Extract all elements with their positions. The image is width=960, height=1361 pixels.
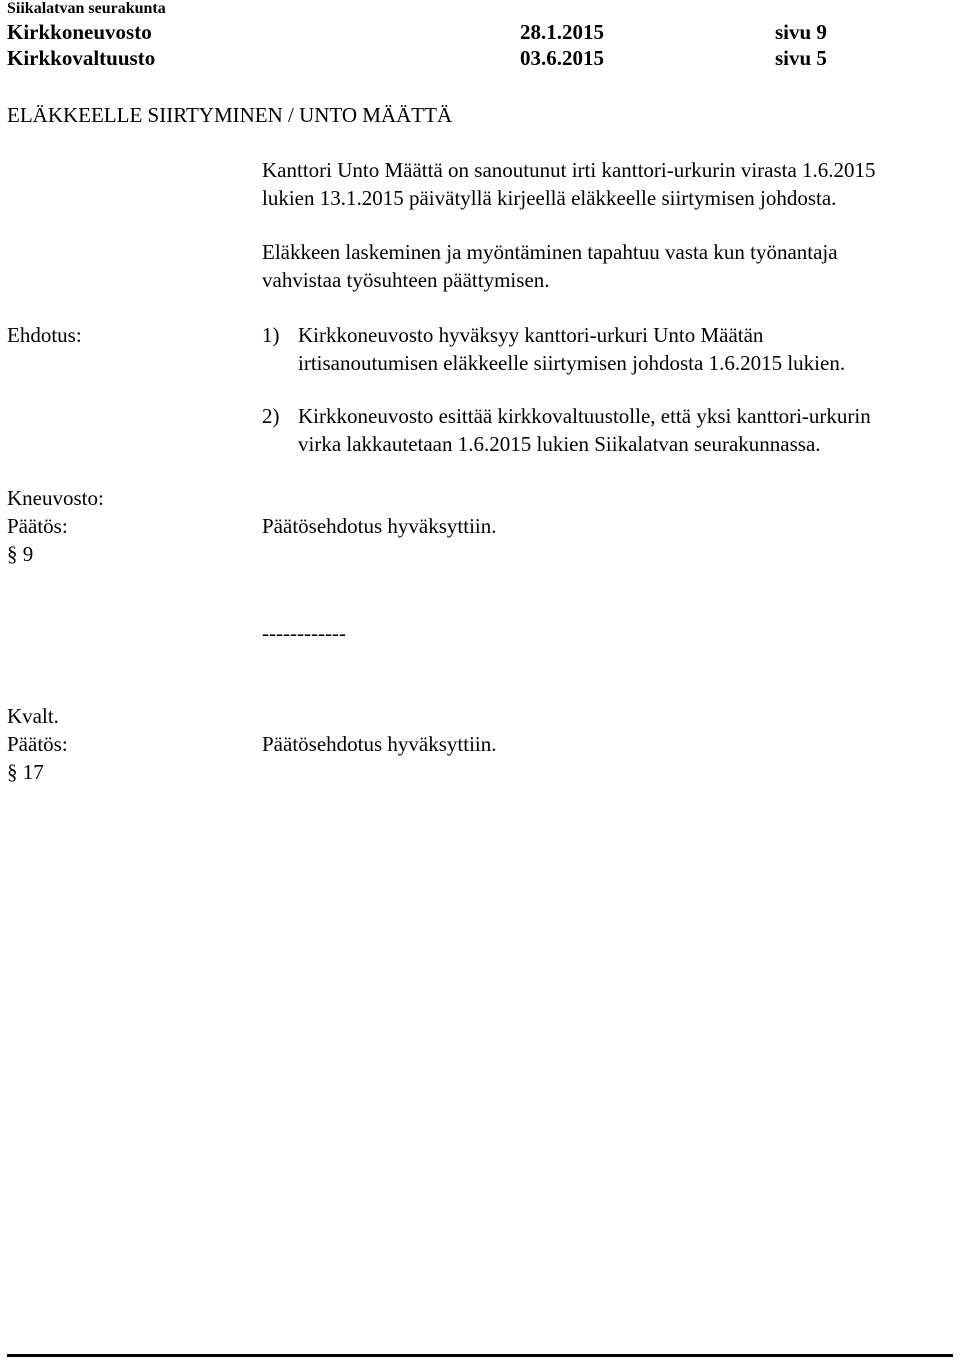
kv-decision-label: Päätös: bbox=[7, 732, 68, 756]
kn-body-label: Kneuvosto: bbox=[7, 486, 104, 510]
header-page-2: sivu 5 bbox=[775, 46, 827, 70]
header-page-1: sivu 9 bbox=[775, 20, 827, 44]
header-body-2: Kirkkovaltuusto bbox=[7, 46, 156, 70]
kv-decision-text: Päätösehdotus hyväksyttiin. bbox=[262, 732, 497, 756]
proposal-item-2-line1: Kirkkoneuvosto esittää kirkkovaltuustolle, että yksi kanttori-urkurin bbox=[298, 404, 871, 428]
section-title: ELÄKKEELLE SIIRTYMINEN / UNTO MÄÄTTÄ bbox=[7, 103, 453, 127]
intro-p2-line2: vahvistaa työsuhteen päättymisen. bbox=[262, 268, 550, 292]
footer-rule bbox=[7, 1354, 953, 1357]
kn-section-number: § 9 bbox=[7, 542, 34, 566]
proposal-item-1-number: 1) bbox=[262, 323, 280, 347]
proposal-label: Ehdotus: bbox=[7, 323, 82, 347]
intro-p1-line1: Kanttori Unto Määttä on sanoutunut irti kanttori-urkurin virasta 1.6.2015 bbox=[262, 158, 876, 182]
intro-p2-line1: Eläkkeen laskeminen ja myöntäminen tapahtuu vasta kun työnantaja bbox=[262, 240, 838, 264]
proposal-item-2-line2: virka lakkautetaan 1.6.2015 lukien Siikalatvan seurakunnassa. bbox=[298, 432, 821, 456]
kn-decision-label: Päätös: bbox=[7, 514, 68, 538]
kv-section-number: § 17 bbox=[7, 760, 44, 784]
separator: ------------ bbox=[262, 621, 346, 645]
organization-name: Siikalatvan seurakunta bbox=[7, 0, 166, 17]
proposal-item-1-line1: Kirkkoneuvosto hyväksyy kanttori-urkuri Unto Määtän bbox=[298, 323, 764, 347]
proposal-item-1-line2: irtisanoutumisen eläkkeelle siirtymisen johdosta 1.6.2015 lukien. bbox=[298, 351, 846, 375]
kn-decision-text: Päätösehdotus hyväksyttiin. bbox=[262, 514, 497, 538]
header-body-1: Kirkkoneuvosto bbox=[7, 20, 152, 44]
proposal-item-2-number: 2) bbox=[262, 404, 280, 428]
kv-body-label: Kvalt. bbox=[7, 704, 59, 728]
header-date-2: 03.6.2015 bbox=[520, 46, 604, 70]
intro-p1-line2: lukien 13.1.2015 päivätyllä kirjeellä eläkkeelle siirtymisen johdosta. bbox=[262, 186, 837, 210]
header-date-1: 28.1.2015 bbox=[520, 20, 604, 44]
